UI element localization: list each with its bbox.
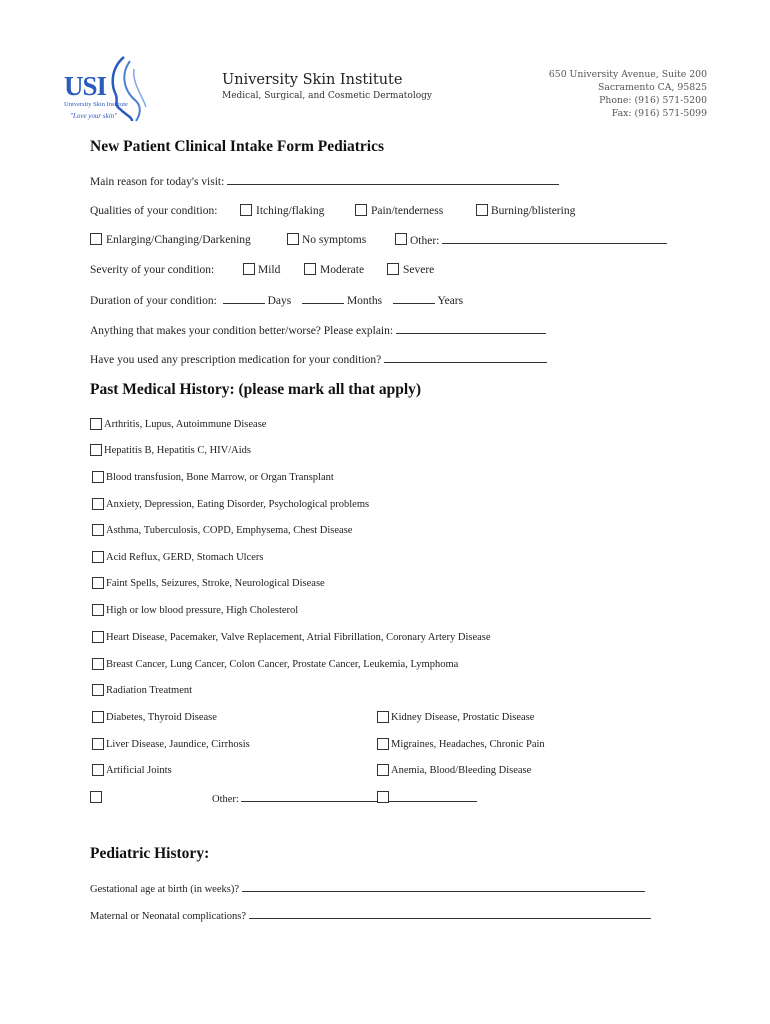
checkbox-other-history-right[interactable] — [377, 791, 389, 803]
checkbox-other-history[interactable] — [90, 791, 102, 803]
history-checkbox-left-8[interactable] — [92, 631, 104, 643]
days-field[interactable] — [223, 293, 265, 304]
gestational-field[interactable] — [242, 881, 645, 892]
history-item-label: Faint Spells, Seizures, Stroke, Neurological Disease — [106, 578, 325, 589]
history-item-label: Anemia, Blood/Bleeding Disease — [391, 765, 532, 776]
history-checkbox-left-5[interactable] — [92, 551, 104, 563]
duration-row — [90, 293, 463, 308]
checkbox-other-quality[interactable] — [395, 233, 407, 245]
history-item-label: Anxiety, Depression, Eating Disorder, Psychological problems — [106, 499, 370, 510]
years-field[interactable] — [393, 293, 435, 304]
main-reason-field[interactable] — [227, 174, 559, 185]
other-history-label: Other: — [212, 794, 239, 805]
history-checkbox-right-0[interactable] — [377, 711, 389, 723]
history-item-label: Radiation Treatment — [106, 685, 193, 696]
address-line2: Sacramento CA, 95825 — [597, 82, 707, 93]
logo-letters: USI — [64, 71, 107, 101]
days-label: Days — [267, 295, 292, 307]
prescription-field[interactable] — [384, 352, 547, 363]
checkbox-mild[interactable] — [243, 263, 255, 275]
option-severe: Severe — [403, 264, 435, 276]
history-item-label: Blood transfusion, Bone Marrow, or Organ Transplant — [106, 472, 334, 483]
checkbox-enlarging[interactable] — [90, 233, 102, 245]
history-checkbox-left-2[interactable] — [92, 471, 104, 483]
history-item-label: Migraines, Headaches, Chronic Pain — [391, 739, 545, 750]
better-worse-label: Anything that makes your condition better/worse? Please explain: — [90, 325, 394, 337]
history-item-label: Heart Disease, Pacemaker, Valve Replacement, Atrial Fibrillation, Coronary Artery Disease — [106, 632, 491, 643]
history-checkbox-left-10[interactable] — [92, 684, 104, 696]
history-item-label: High or low blood pressure, High Cholesterol — [106, 605, 299, 616]
option-other: Other: — [410, 235, 440, 247]
maternal-label: Maternal or Neonatal complications? — [90, 911, 246, 922]
gestational-row — [90, 881, 645, 896]
checkbox-itching[interactable] — [240, 204, 252, 216]
history-checkbox-left-9[interactable] — [92, 658, 104, 670]
other-history-row — [212, 791, 477, 806]
logo — [62, 55, 172, 125]
history-checkbox-left-1[interactable] — [90, 444, 102, 456]
prescription-row — [90, 352, 547, 367]
other-quality-field[interactable] — [442, 233, 667, 244]
org-subtitle: Medical, Surgical, and Cosmetic Dermatology — [222, 91, 432, 101]
maternal-field[interactable] — [249, 908, 651, 919]
maternal-row — [90, 908, 651, 923]
better-worse-row — [90, 323, 546, 338]
checkbox-severe[interactable] — [387, 263, 399, 275]
years-label: Years — [437, 295, 464, 307]
duration-label: Duration of your condition: — [90, 295, 217, 307]
option-itching: Itching/flaking — [256, 205, 325, 217]
other-history-field[interactable] — [241, 791, 477, 802]
better-worse-field[interactable] — [396, 323, 546, 334]
org-name: University Skin Institute — [222, 72, 403, 88]
history-item-label: Hepatitis B, Hepatitis C, HIV/Aids — [104, 445, 251, 456]
history-checkbox-left-3[interactable] — [92, 498, 104, 510]
prescription-label: Have you used any prescription medication for your condition? — [90, 354, 382, 366]
history-item-label: Breast Cancer, Lung Cancer, Colon Cancer, Prostate Cancer, Leukemia, Lymphoma — [106, 659, 459, 670]
severity-label: Severity of your condition: — [90, 264, 215, 276]
logo-name: University Skin Institute — [64, 101, 128, 108]
option-pain: Pain/tenderness — [371, 205, 444, 217]
pediatric-heading: Pediatric History: — [90, 845, 210, 862]
form-title: New Patient Clinical Intake Form Pediatrics — [90, 138, 385, 155]
option-enlarging: Enlarging/Changing/Darkening — [106, 234, 251, 246]
history-item-label: Diabetes, Thyroid Disease — [106, 712, 217, 723]
checkbox-no-symptoms[interactable] — [287, 233, 299, 245]
history-checkbox-right-1[interactable] — [377, 738, 389, 750]
phone: Phone: (916) 571-5200 — [599, 95, 707, 106]
history-checkbox-left-13[interactable] — [92, 764, 104, 776]
checkbox-burning[interactable] — [476, 204, 488, 216]
address-line1: 650 University Avenue, Suite 200 — [548, 69, 707, 80]
history-checkbox-left-4[interactable] — [92, 524, 104, 536]
history-checkbox-left-12[interactable] — [92, 738, 104, 750]
qualities-label: Qualities of your condition: — [90, 205, 218, 217]
option-mild: Mild — [258, 264, 281, 276]
history-checkbox-left-0[interactable] — [90, 418, 102, 430]
history-checkbox-left-7[interactable] — [92, 604, 104, 616]
months-label: Months — [346, 295, 383, 307]
history-item-label: Asthma, Tuberculosis, COPD, Emphysema, Chest Disease — [106, 525, 353, 536]
history-item-label: Kidney Disease, Prostatic Disease — [391, 712, 535, 723]
history-checkbox-right-2[interactable] — [377, 764, 389, 776]
history-item-label: Liver Disease, Jaundice, Cirrhosis — [106, 739, 250, 750]
main-reason-label: Main reason for today's visit: — [90, 176, 225, 188]
past-medical-heading: Past Medical History: (please mark all that apply) — [90, 381, 422, 398]
history-item-label: Acid Reflux, GERD, Stomach Ulcers — [106, 552, 264, 563]
logo-tagline: "Love your skin" — [70, 112, 118, 120]
main-reason-row — [90, 174, 559, 189]
history-item-label: Arthritis, Lupus, Autoimmune Disease — [104, 419, 267, 430]
months-field[interactable] — [302, 293, 344, 304]
option-moderate: Moderate — [320, 264, 365, 276]
checkbox-pain[interactable] — [355, 204, 367, 216]
other-quality-row — [410, 233, 667, 248]
fax: Fax: (916) 571-5099 — [611, 108, 707, 119]
address-block — [549, 68, 707, 120]
gestational-label: Gestational age at birth (in weeks)? — [90, 884, 239, 895]
history-checkbox-left-11[interactable] — [92, 711, 104, 723]
history-item-label: Artificial Joints — [106, 765, 172, 776]
option-no-symptoms: No symptoms — [302, 234, 367, 246]
option-burning: Burning/blistering — [491, 205, 576, 217]
history-checkbox-left-6[interactable] — [92, 577, 104, 589]
checkbox-moderate[interactable] — [304, 263, 316, 275]
